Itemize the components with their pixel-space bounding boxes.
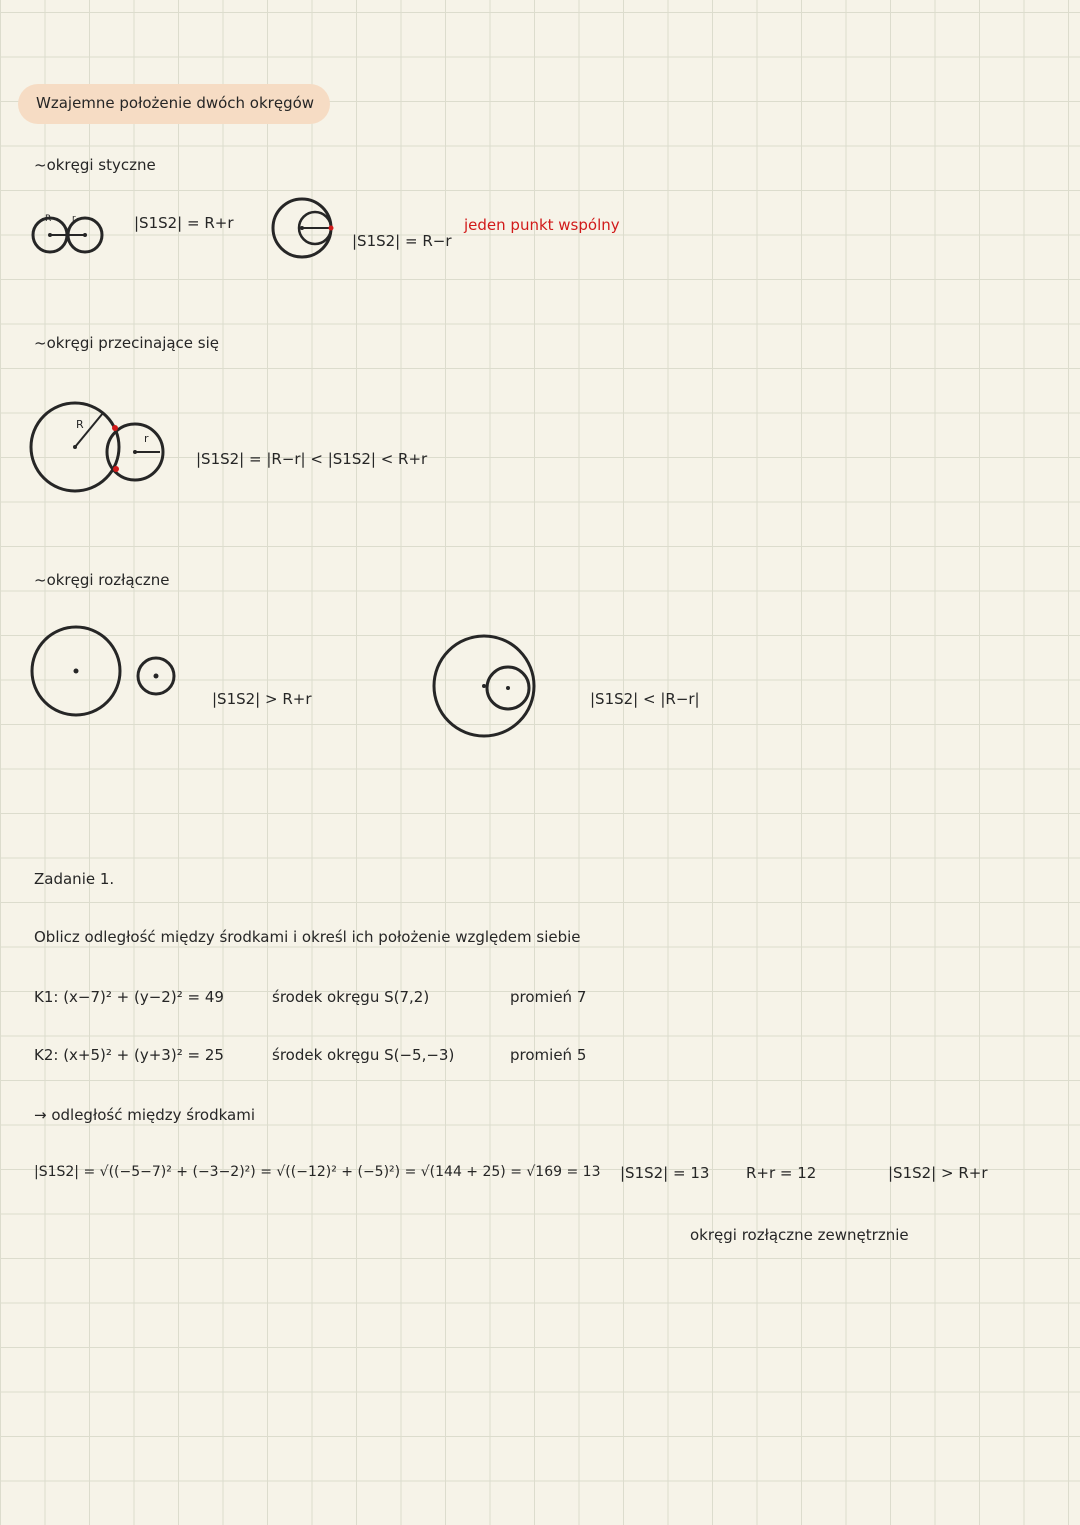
tangent-internal-diagram	[270, 196, 340, 266]
page-title: Wzajemne położenie dwóch okręgów	[36, 94, 315, 112]
disjoint-internal-diagram	[430, 632, 540, 742]
k2-equation: K2: (x+5)² + (y+3)² = 25	[34, 1046, 224, 1064]
formula-disjoint-internal: |S1S2| < |R−r|	[590, 690, 700, 708]
k2-center: środek okręgu S(−5,−3)	[272, 1046, 455, 1064]
label-R-tangent: R	[45, 214, 52, 224]
task-label: Zadanie 1.	[34, 870, 115, 888]
disjoint-external-diagram	[30, 625, 180, 720]
k1-radius: promień 7	[510, 988, 587, 1006]
distance-heading: → odległość między środkami	[34, 1106, 256, 1124]
result-distance: |S1S2| = 13	[620, 1164, 710, 1182]
result-sum: R+r = 12	[746, 1164, 817, 1182]
task-instruction: Oblicz odległość między środkami i określ ich położenie względem siebie	[34, 928, 581, 946]
label-r-tangent: r	[72, 214, 76, 224]
heading-disjoint: ~okręgi rozłączne	[34, 571, 170, 589]
tangent-external-diagram	[30, 210, 110, 260]
result-compare: |S1S2| > R+r	[888, 1164, 988, 1182]
heading-intersecting: ~okręgi przecinające się	[34, 334, 220, 352]
formula-disjoint-external: |S1S2| > R+r	[212, 690, 312, 708]
label-R-intersecting: R	[76, 418, 84, 431]
k1-equation: K1: (x−7)² + (y−2)² = 49	[34, 988, 224, 1006]
k1-center: środek okręgu S(7,2)	[272, 988, 430, 1006]
intersecting-diagram	[28, 400, 168, 500]
note-one-common-point: jeden punkt wspólny	[464, 216, 620, 234]
distance-calculation: |S1S2| = √((−5−7)² + (−3−2)²) = √((−12)² + (−5)²) = √(144 + 25) = √169 = 13	[34, 1164, 601, 1180]
k2-radius: promień 5	[510, 1046, 587, 1064]
heading-tangent: ~okręgi styczne	[34, 156, 156, 174]
conclusion: okręgi rozłączne zewnętrznie	[690, 1226, 909, 1244]
formula-tangent-internal: |S1S2| = R−r	[352, 232, 452, 250]
formula-intersecting: |S1S2| = |R−r| < |S1S2| < R+r	[196, 450, 428, 468]
formula-tangent-external: |S1S2| = R+r	[134, 214, 234, 232]
label-r-intersecting: r	[144, 432, 149, 445]
